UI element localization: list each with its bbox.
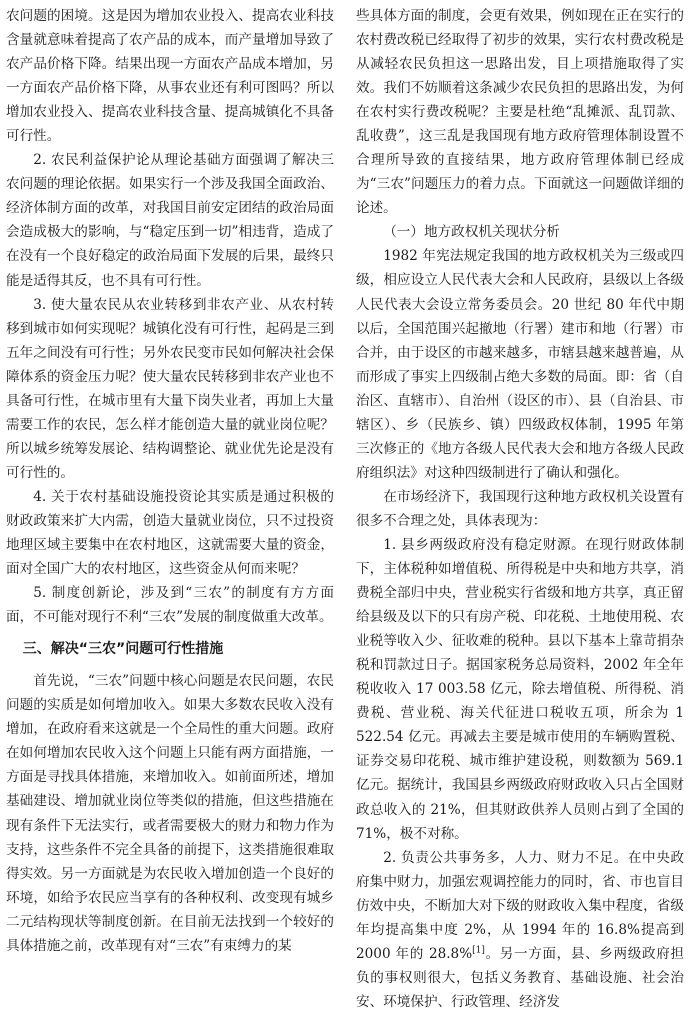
paragraph-text: 。另一方面，县、乡两级政府担负的事权则很大，包括义务教育、基础设施、社会治安、环境保护、行政管理、经济发 <box>356 945 685 1010</box>
paragraph: 3. 使大量农民从农业转移到非农产业、从农村转移到城市如何实现呢？城镇化没有可行性，起码是三到五年之间没有可行性；另外农民变市民如何解决社会保障体系的资金压力呢？使大量农民转移到非农产业也不具备可行性，在城市里有大量下岗失业者，再加上大量需要工作的农民，怎么样才能创造大量的就业岗位呢？所以城乡统筹发展论、结构调整论、就业优先论是没有可行性的。 <box>6 296 334 481</box>
subsection-heading: （一）地方政权机关现状分析 <box>383 224 560 241</box>
paragraph: 1982 年宪法规定我国的地方政权机关为三级或四级，相应设立人民代表大会和人民政府，县级以上各级人民代表大会设立常务委员会。20 世纪 80 年代中期以后，全国范围兴起撤地（行署）建市和地（行署）市合并，由于设区的市越来越多，市辖县越来越普遍，从而形成了事实上四级制占绝大多数的局面。即：省（自治区、直辖市）、自治州（设区的市）、县（自治县、市辖区）、乡（民族乡、镇）四级政权体制，1995 年第三次修正的《地方各级人民代表大会和地方各级人民政府组织法》对这种四级制进行了确认和强化。 <box>356 248 684 481</box>
paragraph: 5. 制度创新论，涉及到“三农”的制度有方方面面，不可能对现行不利“三农”发展的制度做重大改革。 <box>6 585 334 626</box>
paragraph: 些具体方面的制度，会更有效果，例如现在正在实行的农村费改税已经取得了初步的效果，实行农村费改税是从减轻农民负担这一思路出发，目上项措施取得了实效。我们不妨顺着这条减少农民负担的思路出发，为何在农村实行费改税呢？主要是杜绝“乱摊派、乱罚款、乱收费”，这三乱是我国现有地方政府管理体制设置不合理所导致的直接结果，地方政府管理体制已经成为“三农”问题压力的着力点。下面就这一问题做详细的论述。 <box>356 8 684 217</box>
citation-ref[interactable]: [1] <box>472 945 485 956</box>
paragraph: 2. 农民利益保护论从理论基础方面强调了解决三农问题的理论依据。如果实行一个涉及我国全面政治、经济体制方面的改革，对我国目前安定团结的政治局面会造成极大的影响，与“稳定压到一切”相违背，造成了在没有一个良好稳定的政治局面下发展的后果，最终只能是适得其反，也不具有可行性。 <box>6 152 334 289</box>
paragraph: 在市场经济下，我国现行这种地方政权机关设置有很多不合理之处，具体表现为： <box>356 488 684 529</box>
paragraph: 4. 关于农村基础设施投资论其实质是通过积极的财政政策来扩大内需，创造大量就业岗位，只不过投资地理区域主要集中在农村地区，这就需要大量的资金，面对全国广大的农村地区，这些资金从何而来呢？ <box>6 488 334 578</box>
paragraph <box>356 846 684 1014</box>
paragraph-text: 2. 负责公共事务多，人力、财力不足。在中央政府集中财力，加强宏观调控能力的同时，省、市也盲目仿效中央，不断加大对下级的财政收入集中程度，省级年均提高集中度 2%，从 1994 年的 16.8%提高到 2000 年的 28.8% <box>356 849 684 962</box>
paragraph: 农问题的困境。这是因为增加农业投入、提高农业科技含量就意味着提高了农产品的成本，而产量增加导致了农产品价格下降。结果出现一方面农产品成本增加，另一方面农产品价格下降，从事农业还有利可图吗？所以增加农业投入、提高农业科技含量、提高城镇化不具备可行性。 <box>6 8 334 145</box>
left-column <box>6 4 334 954</box>
right-column <box>356 4 685 1010</box>
section-heading: 三、解决“三农”问题可行性措施 <box>22 641 224 658</box>
paragraph: 1. 县乡两级政府没有稳定财源。在现行财政体制下，主体税种如增值税、所得税是中央和地方共享，消费税全部归中央，营业税实行省级和地方共享，真正留给县级及以下的只有房产税、印花税、土地使用税、农业税等收入少、征收难的税种。县以下基本上靠苛捐杂税和罚款过日子。据国家税务总局资料，2002 年全年税收收入 17 003.58 亿元，除去增值税、所得税、消费税、营业税、海关代征进口税收五项，所余为 1 522.54 亿元。再减去主要是城市使用的车辆购置税、证券交易印花税、城市维护建设税，则数额为 569.1 亿元。据统计，我国县乡两级政府财政收入只占全国财政总收入的 21%，但其财政供养人员则占到了全国的 71%，极不对称。 <box>356 536 684 842</box>
paragraph: 首先说，“三农”问题中核心问题是农民问题，农民问题的实质是如何增加收入。如果大多数农民收入没有增加，在政府看来这就是一个全局性的重大问题。政府在如何增加农民收入这个问题上只能有两方面措施，一方面是寻找具体措施，来增加收入。如前面所述，增加基础建设、增加就业岗位等类似的措施，但这些措施在现有条件下无法实行，或者需要极大的财力和物力作为支持，这些条件不完全具备的前提下，这类措施很难取得实效。另一方面就是为农民收入增加创造一个良好的环境，如给予农民应当享有的各种权利、改变现有城乡二元结构现状等制度创新。在目前无法找到一个较好的具体措施之前，改革现有对“三农”有束缚力的某 <box>6 673 334 954</box>
